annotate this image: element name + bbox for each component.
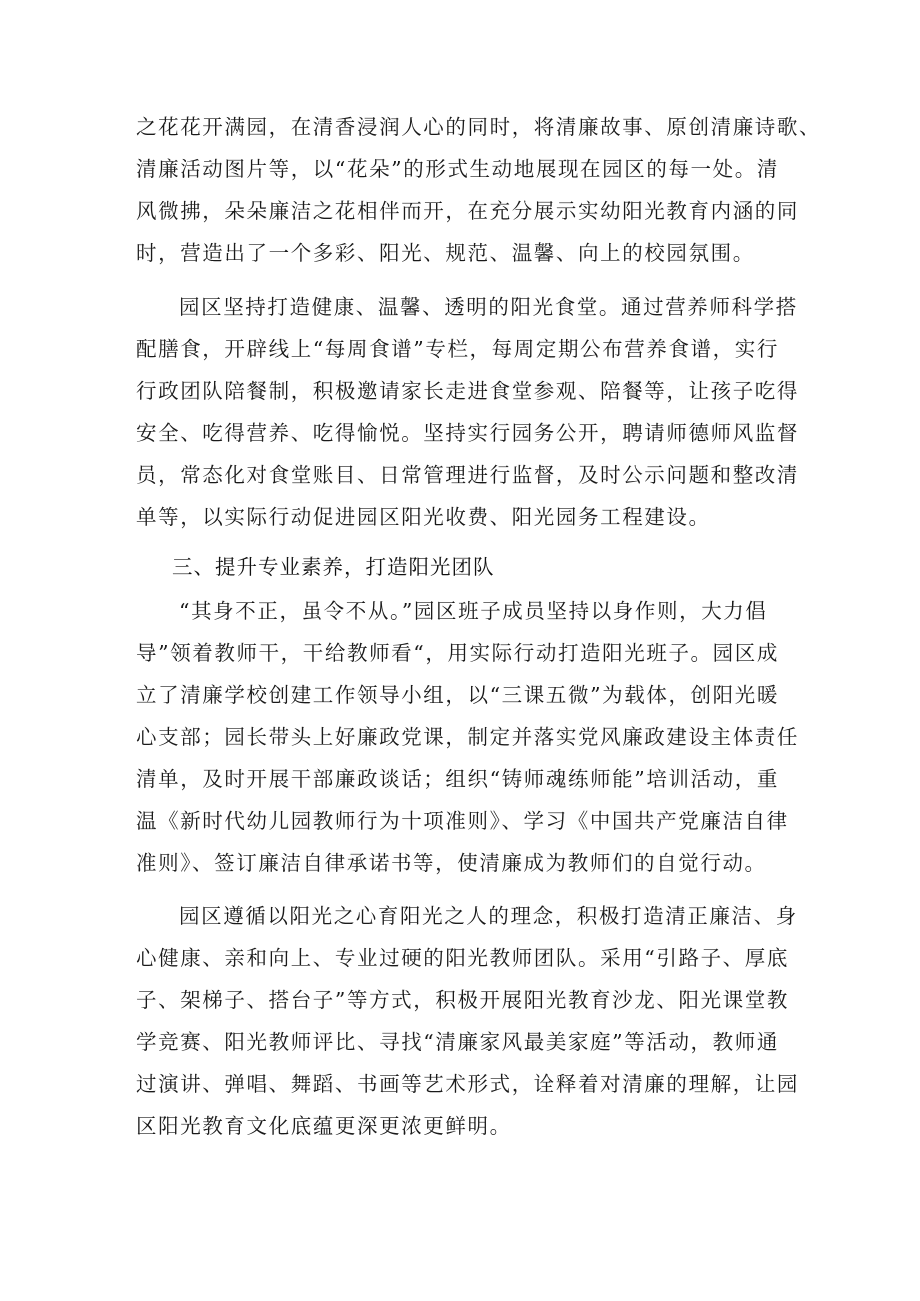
paragraph-line: 风微拂，朵朵廉洁之花相伴而开，在充分展示实幼阳光教育内涵的同 <box>136 199 799 223</box>
paragraph-line: 安全、吃得营养、吃得愉悦。坚持实行园务公开，聘请师德师风监督 <box>136 421 799 445</box>
paragraph-line: 立了清廉学校创建工作领导小组，以“三课五微”为载体，创阳光暖 <box>136 683 779 707</box>
paragraph-1 <box>136 106 822 274</box>
paragraph-line: 时，营造出了一个多彩、阳光、规范、温馨、向上的校园氛围。 <box>136 241 755 265</box>
paragraph-3 <box>136 590 799 884</box>
section-heading: 三、提升专业素养，打造阳光团队 <box>172 555 495 579</box>
paragraph-line: 心支部；园长带头上好廉政党课，制定并落实党风廉政建设主体责任 <box>136 725 799 749</box>
paragraph-line: 心健康、亲和向上、专业过硬的阳光教师团队。采用“引路子、厚底 <box>136 946 789 970</box>
paragraph-line: 温《新时代幼儿园教师行为十项准则》、学习《中国共产党廉洁自律 <box>136 809 789 833</box>
paragraph-line: 过演讲、弹唱、舞蹈、书画等艺术形式，诠释着对清廉的理解，让园 <box>136 1072 799 1096</box>
paragraph-line: 清廉活动图片等，以“花朵”的形式生动地展现在园区的每一处。清 <box>136 157 779 181</box>
paragraph-line: 单等，以实际行动促进园区阳光收费、阳光园务工程建设。 <box>136 505 711 529</box>
paragraph-line: 子、架梯子、搭台子”等方式，积极开展阳光教育沙龙、阳光课堂教 <box>136 988 789 1012</box>
paragraph-line: 之花花开满园，在清香浸润人心的同时，将清廉故事、原创清廉诗歌、 <box>136 115 822 139</box>
paragraph-line: 园区坚持打造健康、温馨、透明的阳光食堂。通过营养师科学搭 <box>179 295 798 319</box>
paragraph-line: 区阳光教育文化底蕴更深更浓更鲜明。 <box>136 1114 512 1138</box>
paragraph-line: 导”领着教师干，干给教师看“，用实际行动打造阳光班子。园区成 <box>136 641 779 665</box>
paragraph-line: “其身不正，虽令不从。”园区班子成员坚持以身作则，大力倡 <box>179 599 768 623</box>
paragraph-line: 员，常态化对食堂账目、日常管理进行监督，及时公示问题和整改清 <box>136 463 799 487</box>
paragraph-4 <box>136 895 799 1147</box>
paragraph-line: 行政团队陪餐制，积极邀请家长走进食堂参观、陪餐等，让孩子吃得 <box>136 379 799 403</box>
paragraph-line: 园区遵循以阳光之心育阳光之人的理念，积极打造清正廉洁、身 <box>179 904 798 928</box>
paragraph-line: 清单，及时开展干部廉政谈话；组织“铸师魂练师能”培训活动，重 <box>136 767 779 791</box>
paragraph-2 <box>136 286 799 538</box>
paragraph-line: 配膳食，开辟线上“每周食谱”专栏，每周定期公布营养食谱，实行 <box>136 337 779 361</box>
paragraph-line: 学竞赛、阳光教师评比、寻找“清廉家风最美家庭”等活动，教师通 <box>136 1030 779 1054</box>
paragraph-line: 准则》、签订廉洁自律承诺书等，使清廉成为教师们的自觉行动。 <box>136 851 767 875</box>
